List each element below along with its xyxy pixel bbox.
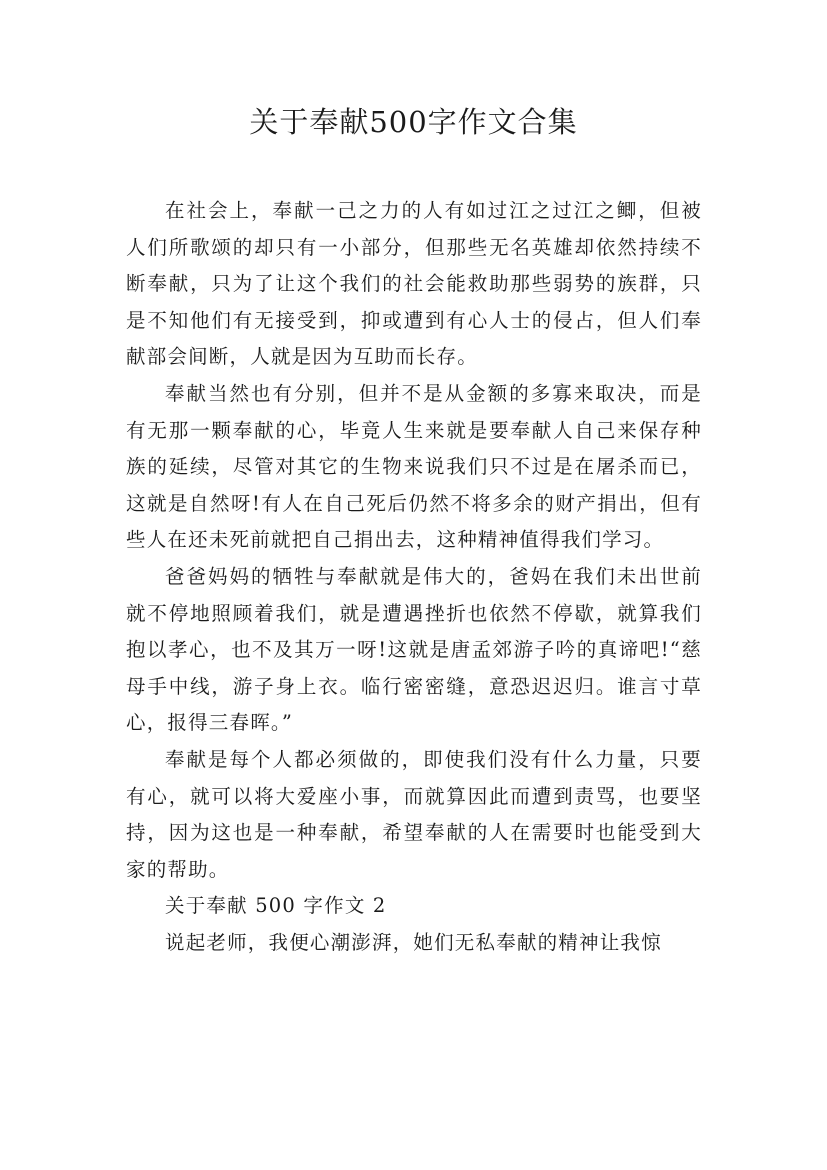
paragraph-4: 奉献是每个人都必须做的，即使我们没有什么力量，只要有心，就可以将大爱座小事，而就算因此而遭到责骂，也要坚持，因为这也是一种奉献，希望奉献的人在需要时也能受到大家的帮助。 <box>126 747 702 881</box>
paragraph-1: 在社会上，奉献一己之力的人有如过江之过江之鲫，但被人们所歌颂的却只有一小部分，但那些无名英雄却依然持续不断奉献，只为了让这个我们的社会能救助那些弱势的族群，只是不知他们有无接受到，抑或遭到有心人士的侵占，但人们奉献部会间断，人就是因为互助而长存。 <box>126 199 702 369</box>
document-body <box>126 193 702 961</box>
paragraph-5: 说起老师，我便心潮澎湃，她们无私奉献的精神让我惊 <box>165 930 662 954</box>
section-subheading: 关于奉献 500 字作文 2 <box>165 894 387 918</box>
paragraph-3: 爸爸妈妈的牺牲与奉献就是伟大的，爸妈在我们未出世前就不停地照顾着我们，就是遭遇挫折也依然不停歇，就算我们抱以孝心，也不及其万一呀!这就是唐孟郊游子吟的真谛吧!“慈母手中线，游子身上衣。临行密密缝，意恐迟迟归。谁言寸草心，报得三春晖。” <box>126 564 702 735</box>
document-title: 关于奉献500字作文合集 <box>249 105 578 139</box>
paragraph-2: 奉献当然也有分别，但并不是从金额的多寡来取决，而是有无那一颗奉献的心，毕竟人生来就是要奉献人自己来保存种族的延续，尽管对其它的生物来说我们只不过是在屠杀而已，这就是自然呀!有人在自己死后仍然不将多余的财产捐出，但有些人在还未死前就把自己捐出去，这种精神值得我们学习。 <box>126 381 702 552</box>
